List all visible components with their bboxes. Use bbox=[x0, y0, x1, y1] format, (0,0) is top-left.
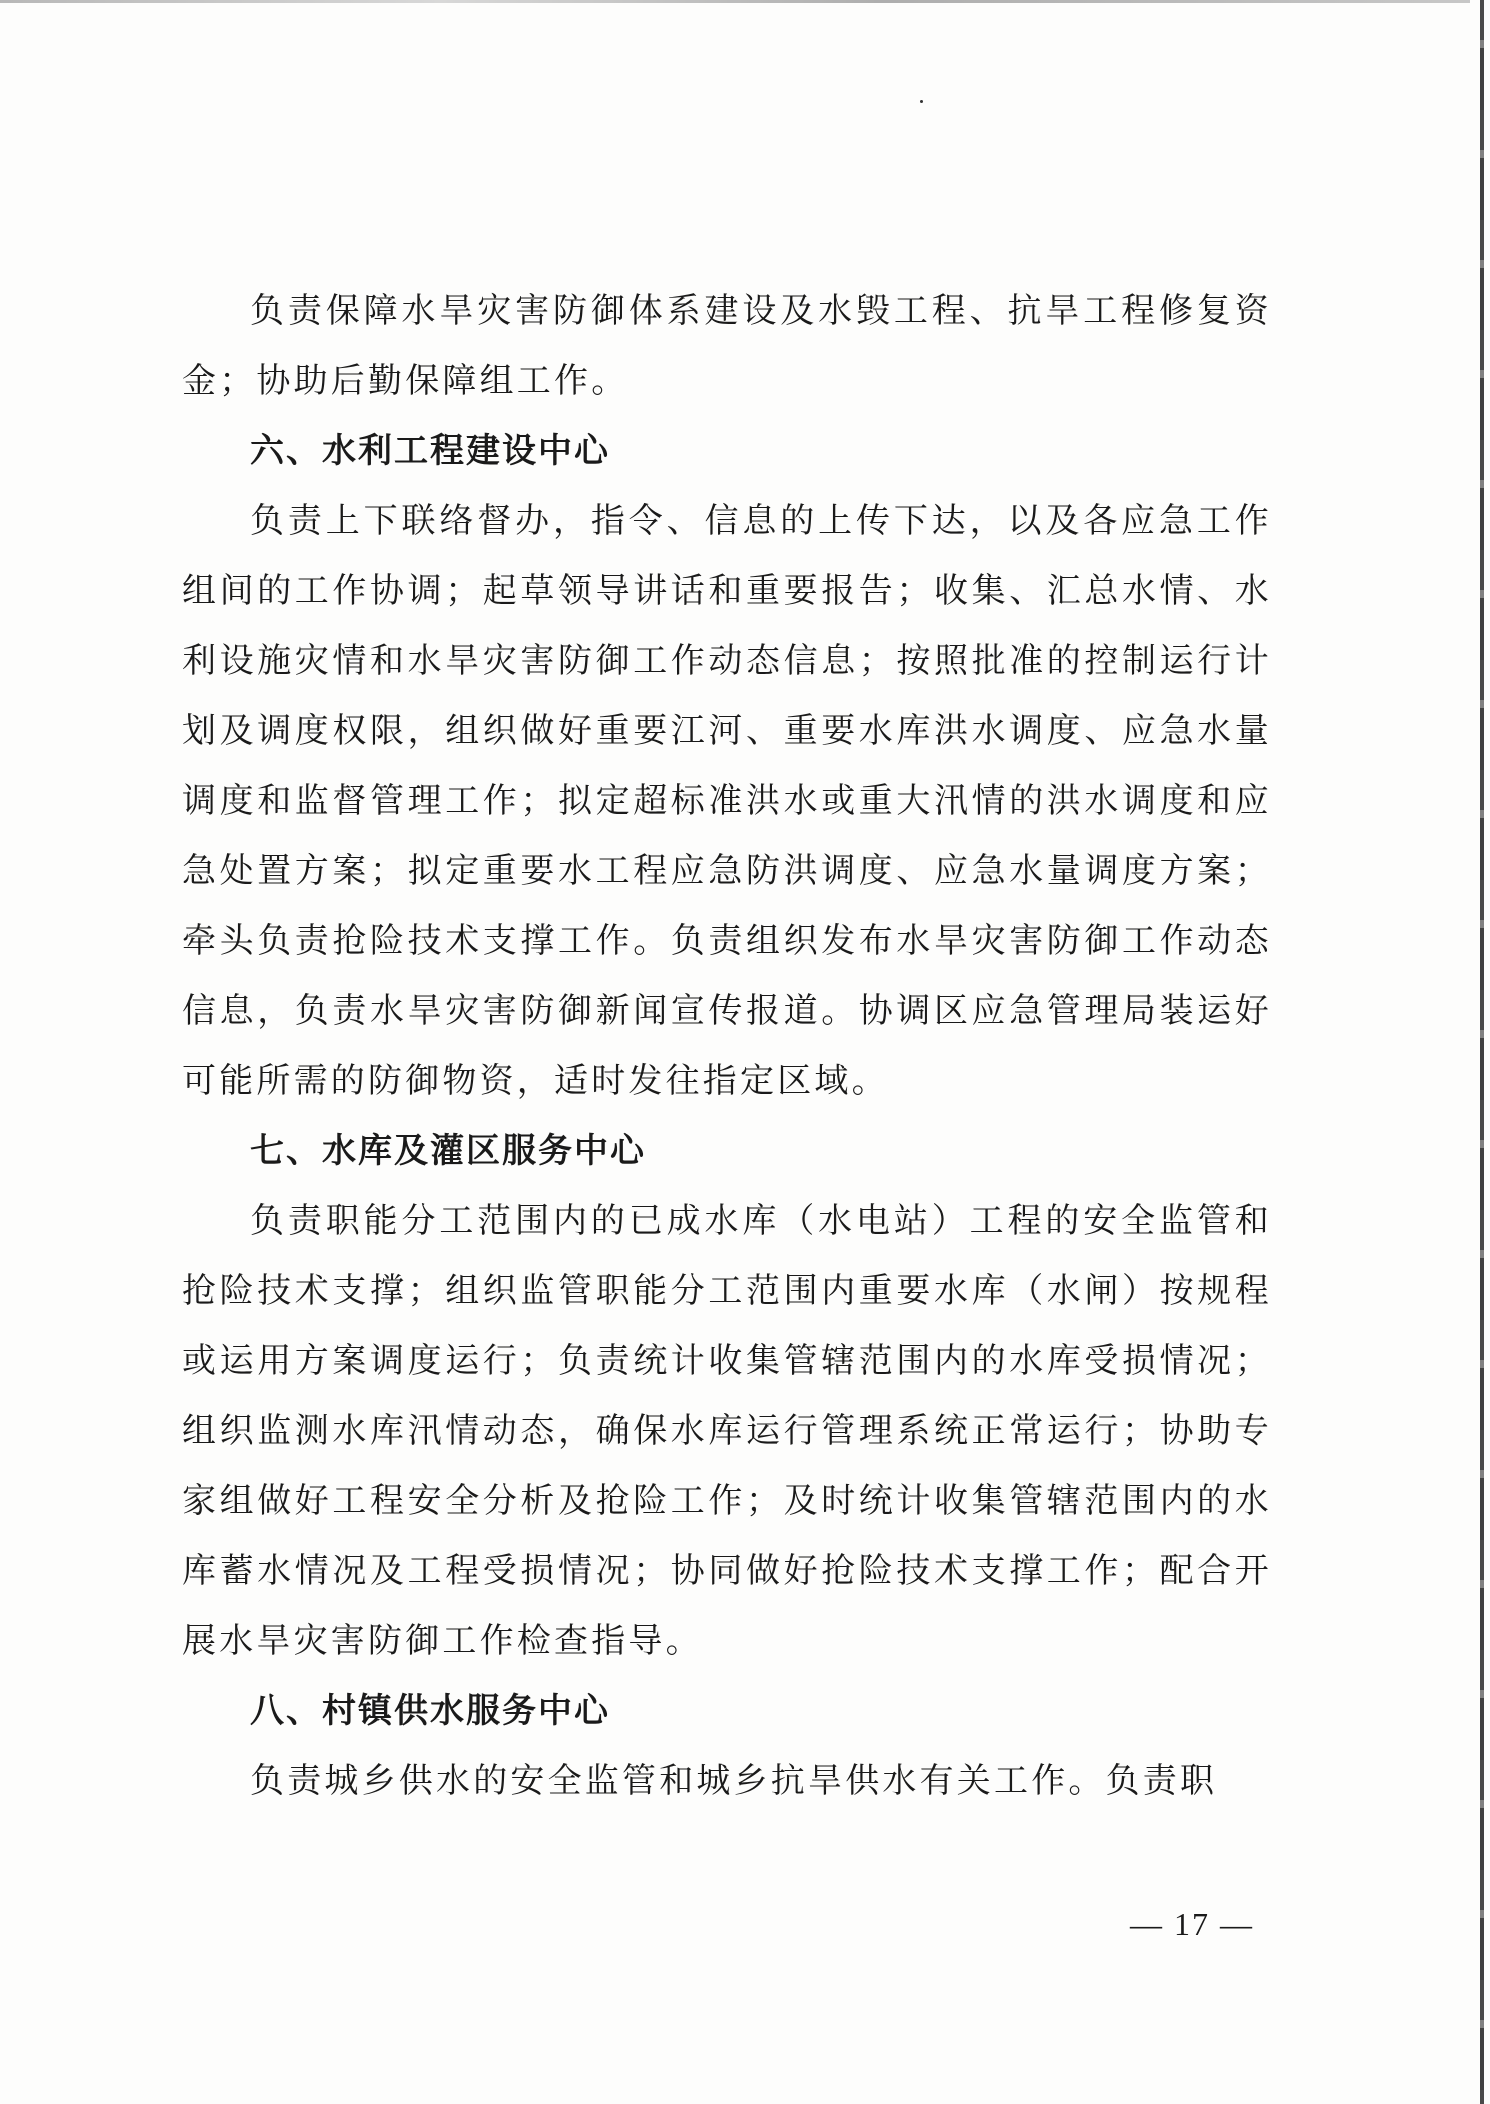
scan-edge-right bbox=[1480, 0, 1484, 2104]
scan-speck bbox=[920, 100, 923, 103]
heading-section-8: 八、村镇供水服务中心 bbox=[250, 1691, 610, 1731]
paragraph-section-7: 负责职能分工范围内的已成水库（水电站）工程的安全监管和抢险技术支撑；组织监管职能分工范围内重要水库（水闸）按规程或运用方案调度运行；负责统计收集管辖范围内的水库受损情况；组织监测水库汛情动态，确保水库运行管理系统正常运行；协助专家组做好工程安全分析及抢险工作；及时统计收集管辖范围内的水库蓄水情况及工程受损情况；协同做好抢险技术支撑工作；配合开展水旱灾害防御工作检查指导。 bbox=[182, 1201, 1272, 1661]
heading-section-7: 七、水库及灌区服务中心 bbox=[250, 1131, 646, 1171]
scan-edge-top bbox=[0, 0, 1470, 3]
heading-section-6: 六、水利工程建设中心 bbox=[250, 431, 610, 471]
paragraph-section-8: 负责城乡供水的安全监管和城乡抗旱供水有关工作。负责职 bbox=[250, 1761, 1218, 1801]
page-number: — 17 — bbox=[1130, 1906, 1254, 1942]
paragraph-funding: 负责保障水旱灾害防御体系建设及水毁工程、抗旱工程修复资金；协助后勤保障组工作。 bbox=[182, 291, 1272, 401]
body-text bbox=[182, 276, 1272, 1816]
paragraph-section-6: 负责上下联络督办，指令、信息的上传下达，以及各应急工作组间的工作协调；起草领导讲话和重要报告；收集、汇总水情、水利设施灾情和水旱灾害防御工作动态信息；按照批准的控制运行计划及调度权限，组织做好重要江河、重要水库洪水调度、应急水量调度和监督管理工作；拟定超标准洪水或重大汛情的洪水调度和应急处置方案；拟定重要水工程应急防洪调度、应急水量调度方案；牵头负责抢险技术支撑工作。负责组织发布水旱灾害防御工作动态信息，负责水旱灾害防御新闻宣传报道。协调区应急管理局装运好可能所需的防御物资，适时发往指定区域。 bbox=[182, 501, 1272, 1101]
